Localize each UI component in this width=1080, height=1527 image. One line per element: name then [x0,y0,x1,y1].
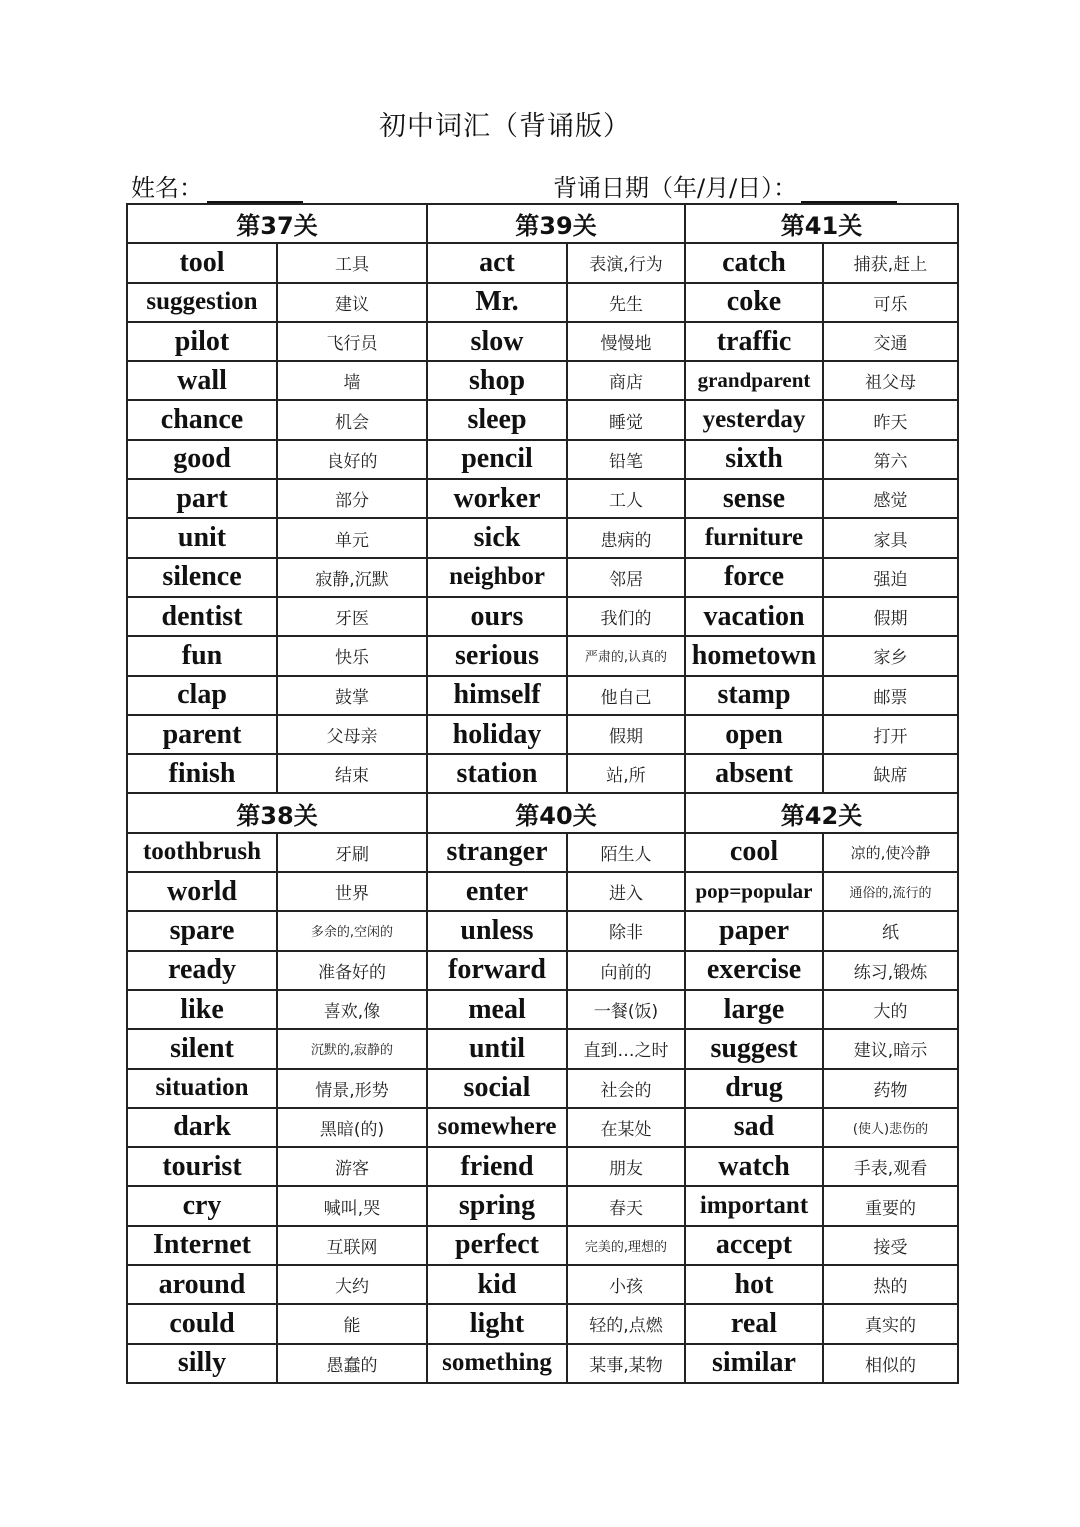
vocab-row [127,479,958,518]
english-word: toothbrush [127,833,277,872]
chinese-meaning: 邻居 [567,558,685,597]
chinese-meaning: 缺席 [823,754,958,793]
english-word: large [685,990,823,1029]
chinese-meaning: 部分 [277,479,427,518]
chinese-meaning: 能 [277,1304,427,1343]
english-word: pilot [127,322,277,361]
vocab-table [126,203,959,1384]
level-header: 第40关 [427,793,685,832]
date-blank[interactable] [801,175,897,203]
english-word: stamp [685,676,823,715]
chinese-meaning: 沉默的,寂静的 [277,1029,427,1068]
english-word: open [685,715,823,754]
english-word: clap [127,676,277,715]
chinese-meaning: 患病的 [567,518,685,557]
chinese-meaning: 通俗的,流行的 [823,872,958,911]
english-word: situation [127,1069,277,1108]
chinese-meaning: 捕获,赶上 [823,243,958,282]
vocab-row [127,361,958,400]
english-word: similar [685,1344,823,1383]
chinese-meaning: 强迫 [823,558,958,597]
chinese-meaning: 手表,观看 [823,1147,958,1186]
chinese-meaning: 互联网 [277,1226,427,1265]
english-word: hometown [685,636,823,675]
english-word: serious [427,636,567,675]
english-word: fun [127,636,277,675]
name-label: 姓名： [131,174,203,202]
chinese-meaning: 陌生人 [567,833,685,872]
chinese-meaning: 假期 [567,715,685,754]
vocab-table-body [127,204,958,1383]
chinese-meaning: 某事,某物 [567,1344,685,1383]
chinese-meaning: 假期 [823,597,958,636]
chinese-meaning: 轻的,点燃 [567,1304,685,1343]
english-word: watch [685,1147,823,1186]
english-word: exercise [685,951,823,990]
vocab-row [127,1108,958,1147]
english-word: suggestion [127,283,277,322]
english-word: wall [127,361,277,400]
level-header: 第37关 [127,204,427,243]
chinese-meaning: 商店 [567,361,685,400]
chinese-meaning: 表演,行为 [567,243,685,282]
chinese-meaning: 大的 [823,990,958,1029]
english-word: until [427,1029,567,1068]
chinese-meaning: 严肃的,认真的 [567,636,685,675]
english-word: friend [427,1147,567,1186]
english-word: ready [127,951,277,990]
chinese-meaning: 游客 [277,1147,427,1186]
english-word: around [127,1265,277,1304]
vocab-row [127,1186,958,1225]
english-word: could [127,1304,277,1343]
chinese-meaning: 睡觉 [567,400,685,439]
english-word: light [427,1304,567,1343]
english-word: spare [127,911,277,950]
english-word: act [427,243,567,282]
english-word: enter [427,872,567,911]
vocab-row [127,872,958,911]
english-word: stranger [427,833,567,872]
chinese-meaning: 寂静,沉默 [277,558,427,597]
vocab-row [127,440,958,479]
english-word: silent [127,1029,277,1068]
chinese-meaning: 家乡 [823,636,958,675]
english-word: social [427,1069,567,1108]
english-word: Internet [127,1226,277,1265]
english-word: shop [427,361,567,400]
date-label: 背诵日期（年/月/日）： [553,174,798,202]
chinese-meaning: 先生 [567,283,685,322]
chinese-meaning: 飞行员 [277,322,427,361]
english-word: chance [127,400,277,439]
english-word: cry [127,1186,277,1225]
vocab-row [127,1226,958,1265]
chinese-meaning: 喜欢,像 [277,990,427,1029]
vocab-row [127,951,958,990]
chinese-meaning: 可乐 [823,283,958,322]
english-word: dark [127,1108,277,1147]
chinese-meaning: (使人)悲伤的 [823,1108,958,1147]
chinese-meaning: 春天 [567,1186,685,1225]
chinese-meaning: 建议 [277,283,427,322]
english-word: good [127,440,277,479]
chinese-meaning: 完美的,理想的 [567,1226,685,1265]
english-word: holiday [427,715,567,754]
chinese-meaning: 重要的 [823,1186,958,1225]
english-word: unit [127,518,277,557]
english-word: coke [685,283,823,322]
chinese-meaning: 父母亲 [277,715,427,754]
english-word: tool [127,243,277,282]
english-word: accept [685,1226,823,1265]
chinese-meaning: 工人 [567,479,685,518]
chinese-meaning: 药物 [823,1069,958,1108]
chinese-meaning: 除非 [567,911,685,950]
english-word: absent [685,754,823,793]
level-header: 第39关 [427,204,685,243]
english-word: worker [427,479,567,518]
page-title: 初中词汇（背诵版） [379,111,631,142]
chinese-meaning: 打开 [823,715,958,754]
chinese-meaning: 情景,形势 [277,1069,427,1108]
vocab-row [127,990,958,1029]
english-word: parent [127,715,277,754]
english-word: part [127,479,277,518]
chinese-meaning: 结束 [277,754,427,793]
english-word: something [427,1344,567,1383]
english-word: slow [427,322,567,361]
vocab-row [127,1344,958,1383]
chinese-meaning: 建议,暗示 [823,1029,958,1068]
english-word: world [127,872,277,911]
vocab-row [127,558,958,597]
english-word: sense [685,479,823,518]
english-word: silly [127,1344,277,1383]
level-header: 第42关 [685,793,958,832]
level-header: 第38关 [127,793,427,832]
chinese-meaning: 墙 [277,361,427,400]
english-word: unless [427,911,567,950]
english-word: yesterday [685,400,823,439]
chinese-meaning: 纸 [823,911,958,950]
chinese-meaning: 练习,锻炼 [823,951,958,990]
vocab-row [127,283,958,322]
english-word: force [685,558,823,597]
english-word: sleep [427,400,567,439]
chinese-meaning: 机会 [277,400,427,439]
chinese-meaning: 朋友 [567,1147,685,1186]
english-word: station [427,754,567,793]
vocab-row [127,518,958,557]
english-word: pencil [427,440,567,479]
vocab-row [127,676,958,715]
chinese-meaning: 交通 [823,322,958,361]
english-word: like [127,990,277,1029]
english-word: sad [685,1108,823,1147]
level-header-row [127,793,958,832]
english-word: silence [127,558,277,597]
chinese-meaning: 真实的 [823,1304,958,1343]
english-word: neighbor [427,558,567,597]
english-word: finish [127,754,277,793]
vocab-row [127,754,958,793]
english-word: forward [427,951,567,990]
level-header-row [127,204,958,243]
level-header: 第41关 [685,204,958,243]
english-word: real [685,1304,823,1343]
vocab-row [127,1147,958,1186]
vocab-row [127,243,958,282]
chinese-meaning: 站,所 [567,754,685,793]
chinese-meaning: 快乐 [277,636,427,675]
chinese-meaning: 他自己 [567,676,685,715]
english-word: dentist [127,597,277,636]
vocab-row [127,1304,958,1343]
vocab-row [127,911,958,950]
english-word: perfect [427,1226,567,1265]
chinese-meaning: 喊叫,哭 [277,1186,427,1225]
chinese-meaning: 良好的 [277,440,427,479]
vocab-row [127,715,958,754]
vocab-row [127,322,958,361]
chinese-meaning: 鼓掌 [277,676,427,715]
chinese-meaning: 邮票 [823,676,958,715]
english-word: sixth [685,440,823,479]
chinese-meaning: 愚蠢的 [277,1344,427,1383]
chinese-meaning: 世界 [277,872,427,911]
vocab-row [127,400,958,439]
english-word: somewhere [427,1108,567,1147]
chinese-meaning: 凉的,使冷静 [823,833,958,872]
name-blank[interactable] [207,175,303,203]
english-word: suggest [685,1029,823,1068]
chinese-meaning: 小孩 [567,1265,685,1304]
chinese-meaning: 直到…之时 [567,1029,685,1068]
chinese-meaning: 感觉 [823,479,958,518]
english-word: catch [685,243,823,282]
name-field [131,168,303,203]
english-word: kid [427,1265,567,1304]
chinese-meaning: 向前的 [567,951,685,990]
english-word: pop=popular [685,872,823,911]
vocab-row [127,1069,958,1108]
chinese-meaning: 家具 [823,518,958,557]
english-word: tourist [127,1147,277,1186]
vocab-row [127,1029,958,1068]
date-field [553,168,897,203]
chinese-meaning: 铅笔 [567,440,685,479]
english-word: sick [427,518,567,557]
chinese-meaning: 一餐(饭) [567,990,685,1029]
chinese-meaning: 工具 [277,243,427,282]
english-word: paper [685,911,823,950]
chinese-meaning: 社会的 [567,1069,685,1108]
chinese-meaning: 牙刷 [277,833,427,872]
english-word: drug [685,1069,823,1108]
chinese-meaning: 接受 [823,1226,958,1265]
chinese-meaning: 单元 [277,518,427,557]
chinese-meaning: 牙医 [277,597,427,636]
chinese-meaning: 我们的 [567,597,685,636]
vocab-row [127,1265,958,1304]
chinese-meaning: 在某处 [567,1108,685,1147]
chinese-meaning: 慢慢地 [567,322,685,361]
english-word: ours [427,597,567,636]
chinese-meaning: 多余的,空闲的 [277,911,427,950]
vocab-row [127,833,958,872]
english-word: furniture [685,518,823,557]
english-word: traffic [685,322,823,361]
english-word: vacation [685,597,823,636]
vocab-row [127,597,958,636]
chinese-meaning: 大约 [277,1265,427,1304]
english-word: himself [427,676,567,715]
chinese-meaning: 黑暗(的) [277,1108,427,1147]
chinese-meaning: 相似的 [823,1344,958,1383]
english-word: hot [685,1265,823,1304]
english-word: important [685,1186,823,1225]
chinese-meaning: 祖父母 [823,361,958,400]
chinese-meaning: 热的 [823,1265,958,1304]
vocab-row [127,636,958,675]
english-word: spring [427,1186,567,1225]
english-word: grandparent [685,361,823,400]
chinese-meaning: 进入 [567,872,685,911]
chinese-meaning: 准备好的 [277,951,427,990]
chinese-meaning: 第六 [823,440,958,479]
english-word: cool [685,833,823,872]
english-word: Mr. [427,283,567,322]
chinese-meaning: 昨天 [823,400,958,439]
english-word: meal [427,990,567,1029]
